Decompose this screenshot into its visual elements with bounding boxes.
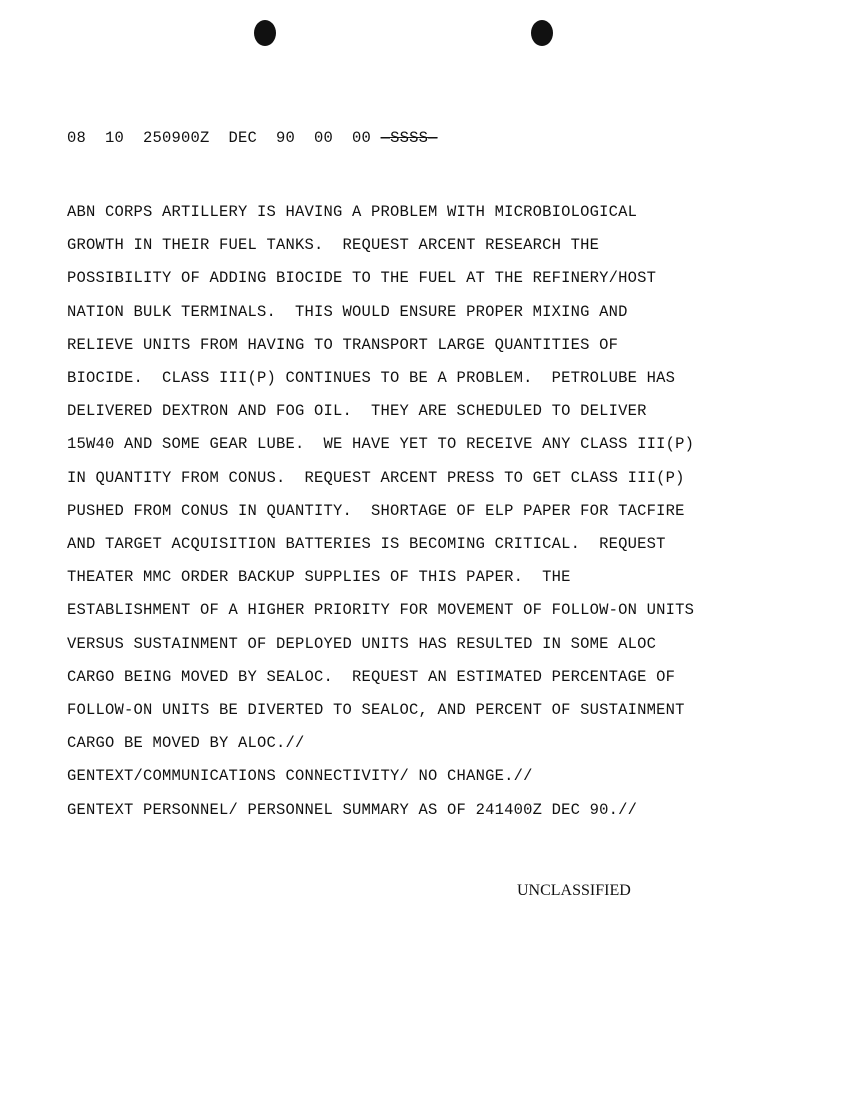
header-fields: 08 10 250900Z DEC 90 00 00 [67, 129, 372, 147]
body-line: NATION BULK TERMINALS. THIS WOULD ENSURE PROPER MIXING AND [67, 302, 628, 321]
punch-hole [531, 20, 553, 46]
classification-marking: UNCLASSIFIED [517, 882, 631, 899]
body-line: GENTEXT PERSONNEL/ PERSONNEL SUMMARY AS OF 241400Z DEC 90.// [67, 800, 638, 819]
body-line: GROWTH IN THEIR FUEL TANKS. REQUEST ARCENT RESEARCH THE [67, 236, 600, 255]
message-body [67, 196, 694, 827]
body-line: ABN CORPS ARTILLERY IS HAVING A PROBLEM WITH MICROBIOLOGICAL [67, 203, 638, 221]
body-line: CARGO BE MOVED BY ALOC.// [67, 734, 305, 753]
message-header [67, 129, 438, 147]
body-line: GENTEXT/COMMUNICATIONS CONNECTIVITY/ NO CHANGE.// [67, 767, 533, 786]
body-line: FOLLOW-ON UNITS BE DIVERTED TO SEALOC, AND PERCENT OF SUSTAINMENT [67, 701, 685, 720]
body-line: ESTABLISHMENT OF A HIGHER PRIORITY FOR MOVEMENT OF FOLLOW-ON UNITS [67, 601, 695, 620]
header-struck-text: —SSSS— [380, 129, 438, 147]
body-line: PUSHED FROM CONUS IN QUANTITY. SHORTAGE OF ELP PAPER FOR TACFIRE [67, 501, 685, 520]
body-line: RELIEVE UNITS FROM HAVING TO TRANSPORT LARGE QUANTITIES OF [67, 335, 619, 354]
body-line: CARGO BEING MOVED BY SEALOC. REQUEST AN ESTIMATED PERCENTAGE OF [67, 667, 676, 686]
body-line: IN QUANTITY FROM CONUS. REQUEST ARCENT PRESS TO GET CLASS III(P) [67, 468, 685, 487]
body-line: VERSUS SUSTAINMENT OF DEPLOYED UNITS HAS RESULTED IN SOME ALOC [67, 634, 657, 653]
body-line: POSSIBILITY OF ADDING BIOCIDE TO THE FUEL AT THE REFINERY/HOST [67, 269, 657, 288]
body-line: DELIVERED DEXTRON AND FOG OIL. THEY ARE SCHEDULED TO DELIVER [67, 402, 647, 421]
body-line: 15W40 AND SOME GEAR LUBE. WE HAVE YET TO RECEIVE ANY CLASS III(P) [67, 435, 695, 454]
body-line: THEATER MMC ORDER BACKUP SUPPLIES OF THIS PAPER. THE [67, 568, 571, 587]
body-line: BIOCIDE. CLASS III(P) CONTINUES TO BE A PROBLEM. PETROLUBE HAS [67, 369, 676, 388]
body-line: AND TARGET ACQUISITION BATTERIES IS BECOMING CRITICAL. REQUEST [67, 535, 666, 554]
punch-hole [254, 20, 276, 46]
